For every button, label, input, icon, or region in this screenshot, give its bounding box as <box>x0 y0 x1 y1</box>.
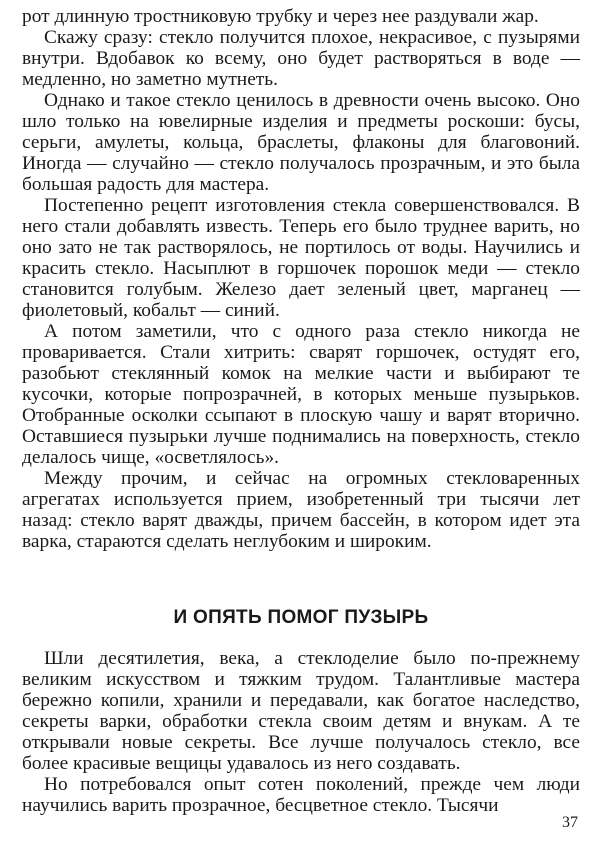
paragraph: Шли десятилетия, века, а стеклоделие было по-прежнему великим искусством и тяжким трудом. Талантливые мастера бережно копили, хранили и передавали, как богатое наследство, секреты варки, обработки стекла своим детям и внукам. А те открывали новые секреты. Все лучше получалось стекло, все более красивые вещицы удавалось из него создавать. <box>22 648 580 774</box>
paragraph: Скажу сразу: стекло получится плохое, некрасивое, с пузырями внутри. Вдобавок ко всему, оно будет растворяться в воде — медленно, но заметно мутнеть. <box>22 27 580 90</box>
paragraph: Но потребовался опыт сотен поколений, прежде чем люди научились варить прозрачное, бесцветное стекло. Тысячи <box>22 774 580 816</box>
section-heading: И ОПЯТЬ ПОМОГ ПУЗЫРЬ <box>173 607 429 628</box>
paragraph-continuation: рот длинную тростниковую трубку и через нее раздували жар. <box>22 6 539 27</box>
page-number: 37 <box>562 814 578 831</box>
paragraph: А потом заметили, что с одного раза стекло никогда не проваривается. Стали хитрить: сварят горшочек, остудят его, разобьют стеклянный комок на мелкие части и выбирают те кусочки, которые попрозрачней, в которых меньше пузырьков. Отобранные осколки ссыпают в плоскую чашу и варят вторично. Оставшиеся пузырьки лучше поднимались на поверхность, стекло делалось чище, «осветлялось». <box>22 321 580 468</box>
spacer <box>22 630 580 648</box>
paragraph: Между прочим, и сейчас на огромных стекловаренных агрегатах используется прием, изобретенный три тысячи лет назад: стекло варят дважды, причем бассейн, в котором идет эта варка, стараются сделать неглубоким и широким. <box>22 468 580 552</box>
paragraph: Однако и такое стекло ценилось в древности очень высоко. Оно шло только на ювелирные изделия и предметы роскоши: бусы, серьги, амулеты, кольца, браслеты, флаконы для благовоний. Иногда — случайно — стекло получалось прозрачным, и это была большая радость для мастера. <box>22 90 580 195</box>
paragraph: Постепенно рецепт изготовления стекла совершенствовался. В него стали добавлять известь. Теперь его было труднее варить, но оно зато не так растворялось, не портилось от воды. Научились и красить стекло. Насыплют в горшочек порошок меди — стекло становится голубым. Железо дает зеленый цвет, марганец — фиолетовый, кобальт — синий. <box>22 195 580 321</box>
spacer <box>22 552 580 606</box>
book-page <box>22 6 580 840</box>
